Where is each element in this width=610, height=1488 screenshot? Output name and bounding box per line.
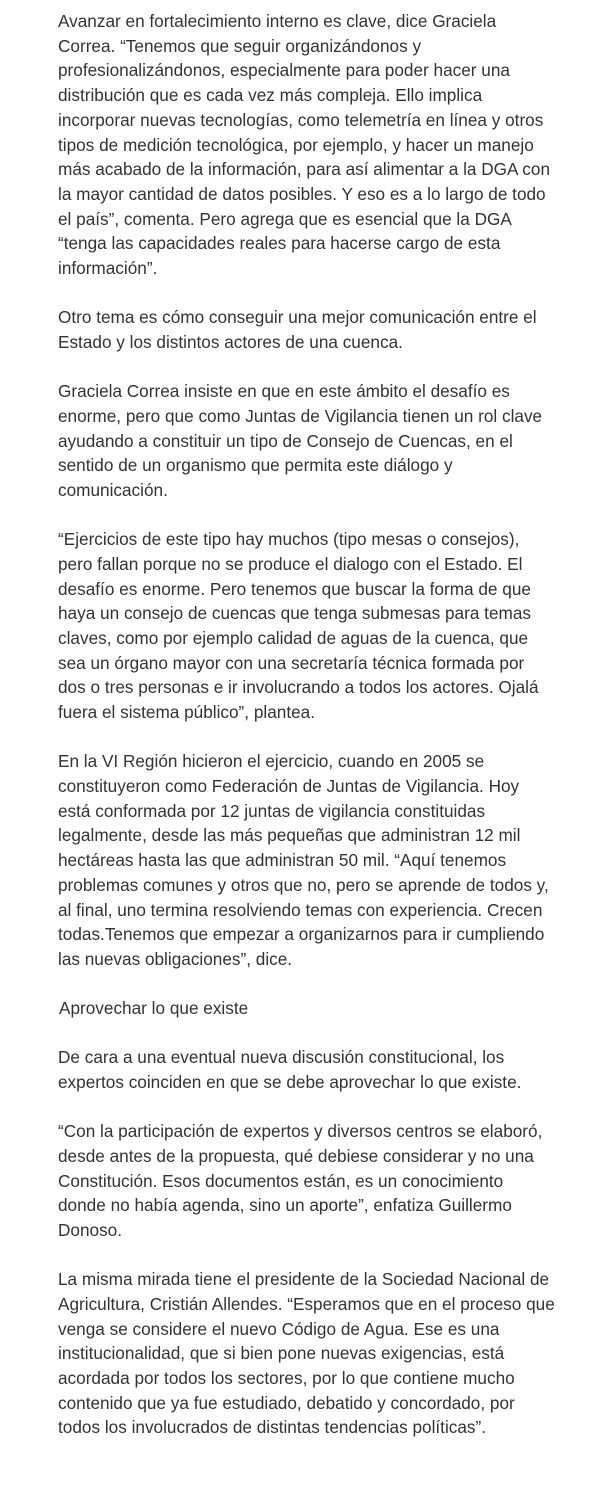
paragraph-challenge: Graciela Correa insiste en que en este ámbito el desafío es enorme, pero que como Juntas de Vigilancia tienen un rol clave ayudando a constituir un tipo de Consejo de Cuencas, en el sentido de un organismo que permita este diálogo y comunicación. (58, 381, 543, 500)
paragraph-quote-exercises: “Ejercicios de este tipo hay muchos (tipo mesas o consejos), pero fallan porque no se produce el dialogo con el Estado. El desafío es enorme. Pero tenemos que buscar la forma de que haya un consejo de cuencas que tenga submesas para temas claves, como por ejemplo calidad de aguas de la cuenca, que sea un órgano mayor con una secretaría técnica formada por dos o tres personas e ir involucrando a todos los actores. Ojalá fuera el sistema público”, plantea. (58, 529, 539, 723)
paragraph-quote-donoso: “Con la participación de expertos y diversos centros se elaboró, desde antes de la propuesta, qué debiese considerar y no una Constitución. Esos documentos están, es un conocimiento donde no había agenda, sino un aporte”, enfatiza Guillermo Donoso. (58, 1121, 543, 1241)
paragraph-communication-topic: Otro tema es cómo conseguir una mejor comunicación entre el Estado y los distintos actores de una cuenca. (58, 307, 537, 352)
paragraph-internal-strengthening: Avanzar en fortalecimiento interno es clave, dice Graciela Correa. “Tenemos que seguir organizándonos y profesionalizándonos, especialmente para poder hacer una distribución que es cada vez más compleja. Ello implica incorporar nuevas tecnologías, como telemetría en línea y otros tipos de medición tecnológica, por ejemplo, y hacer un manejo más acabado de la información, para así alimentar a la DGA con la mayor cantidad de datos posibles. Y eso es a lo largo de todo el país”, comenta. Pero agrega que es esencial que la DGA “tenga las capacidades reales para hacerse cargo de esta información”. (58, 11, 551, 279)
paragraph-constitutional-discussion: De cara a una eventual nueva discusión constitucional, los expertos coinciden en que se debe aprovechar lo que existe. (58, 1047, 522, 1093)
paragraph-allendes: La misma mirada tiene el presidente de la Sociedad Nacional de Agricultura, Cristián Allendes. “Esperamos que en el proceso que venga se considere el nuevo Código de Agua. Ese es una institucionalidad, que si bien pone nuevas exigencias, está acordada por todos los sectores, por lo que contiene mucho contenido que ya fue estudiado, debatido y concordado, por todos los involucrados de distintas tendencias políticas”. (58, 1269, 555, 1438)
article-body (58, 9, 555, 1465)
section-subheading: Aprovechar lo que existe (59, 998, 249, 1019)
paragraph-vi-region: En la VI Región hicieron el ejercicio, cuando en 2005 se constituyeron como Federación de Juntas de Vigilancia. Hoy está conformada por 12 juntas de vigilancia constituidas legalmente, desde las más pequeñas que administran 12 mil hectáreas hasta las que administran 50 mil. “Aquí tenemos problemas comunes y otros que no, pero se aprende de todos y, al final, uno termina resolviendo temas con experiencia. Crecen todas.Tenemos que empezar a organizarnos para ir cumpliendo las nuevas obligaciones”, dice. (58, 751, 549, 969)
